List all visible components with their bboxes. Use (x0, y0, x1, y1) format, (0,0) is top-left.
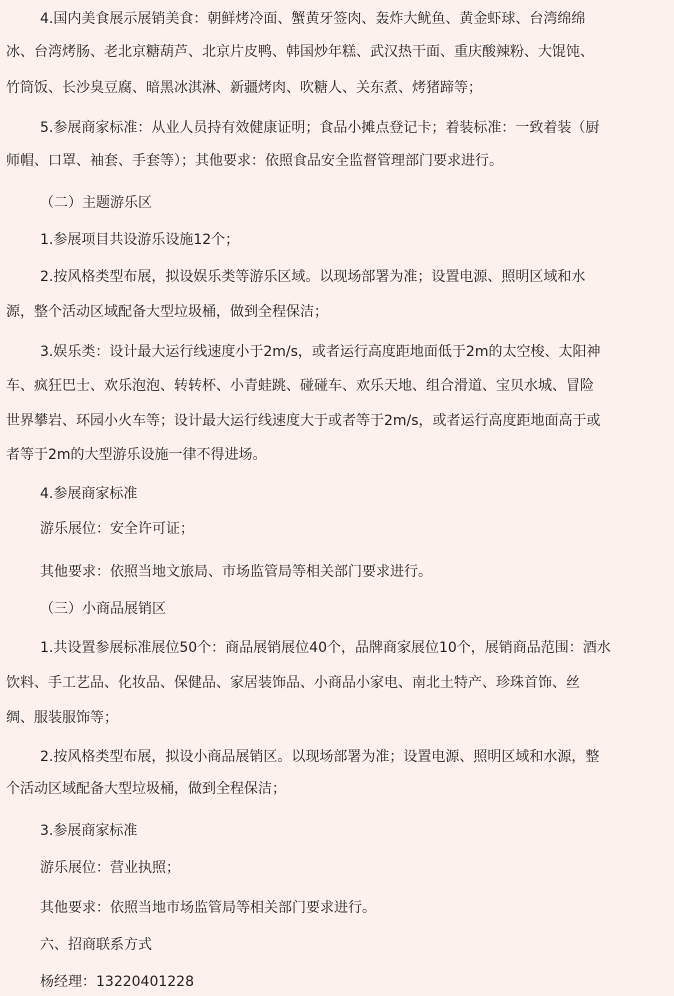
paragraph-line: 竹筒饭、长沙臭豆腐、暗黑冰淇淋、新疆烤肉、吹糖人、关东煮、烤猪蹄等； (6, 80, 482, 96)
paragraph-line: 1.共设置参展标准展位50个：商品展销展位40个，品牌商家展位10个，展销商品范围：酒水 (40, 640, 611, 656)
contact-line: 杨经理：13220401228 (40, 974, 194, 990)
paragraph-line: 5.参展商家标准：从业人员持有效健康证明；食品小摊点登记卡；着装标准：一致着装（厨 (40, 120, 600, 136)
paragraph-line: 其他要求：依照当地市场监管局等相关部门要求进行。 (40, 900, 376, 916)
paragraph-line: 者等于2m的大型游乐设施一律不得进场。 (6, 447, 267, 463)
paragraph-line: 4.国内美食展示展销美食：朝鲜烤冷面、蟹黄牙签肉、轰炸大鱿鱼、黄金虾球、台湾绵绵 (40, 11, 586, 27)
paragraph-line: 游乐展位：营业执照； (40, 860, 180, 876)
paragraph-line: 4.参展商家标准 (40, 486, 138, 502)
paragraph-line: 饮料、手工艺品、化妆品、保健品、家居装饰品、小商品小家电、南北土特产、珍珠首饰、丝 (6, 675, 580, 691)
paragraph-line: 个活动区域配备大型垃圾桶，做到全程保洁； (6, 781, 286, 797)
paragraph-line: 3.娱乐类：设计最大运行线速度小于2m/s，或者运行高度距地面低于2m的太空梭、太阳神 (40, 344, 601, 360)
section-heading: 六、招商联系方式 (40, 937, 152, 953)
paragraph-line: 3.参展商家标准 (40, 823, 138, 839)
paragraph-line: 世界攀岩、环园小火车等；设计最大运行线速度大于或者等于2m/s，或者运行高度距地面高于或 (6, 413, 601, 429)
paragraph-line: 2.按风格类型布展，拟设小商品展销区。以现场部署为准；设置电源、照明区域和水源，整 (40, 749, 600, 765)
paragraph-line: 其他要求：依照当地文旅局、市场监管局等相关部门要求进行。 (40, 564, 432, 580)
paragraph-line: 游乐展位：安全许可证； (40, 521, 194, 537)
paragraph-line: 师帽、口罩、袖套、手套等）；其他要求：依照食品安全监督管理部门要求进行。 (6, 153, 503, 169)
paragraph-line: 车、疯狂巴士、欢乐泡泡、转转杯、小青蛙跳、碰碰车、欢乐天地、组合滑道、宝贝水城、冒险 (6, 378, 594, 394)
paragraph-line: 绸、服装服饰等； (6, 710, 118, 726)
paragraph-line: 2.按风格类型布展，拟设娱乐类等游乐区域。以现场部署为准；设置电源、照明区域和水 (40, 269, 586, 285)
paragraph-line: 源，整个活动区域配备大型垃圾桶，做到全程保洁； (6, 304, 328, 320)
section-heading: （三）小商品展销区 (40, 601, 166, 617)
section-heading: （二）主题游乐区 (40, 195, 152, 211)
paragraph-line: 冰、台湾烤肠、老北京糖葫芦、北京片皮鸭、韩国炒年糕、武汉热干面、重庆酸辣粉、大馄饨、 (6, 44, 594, 60)
paragraph-line: 1.参展项目共设游乐设施12个； (40, 232, 240, 248)
